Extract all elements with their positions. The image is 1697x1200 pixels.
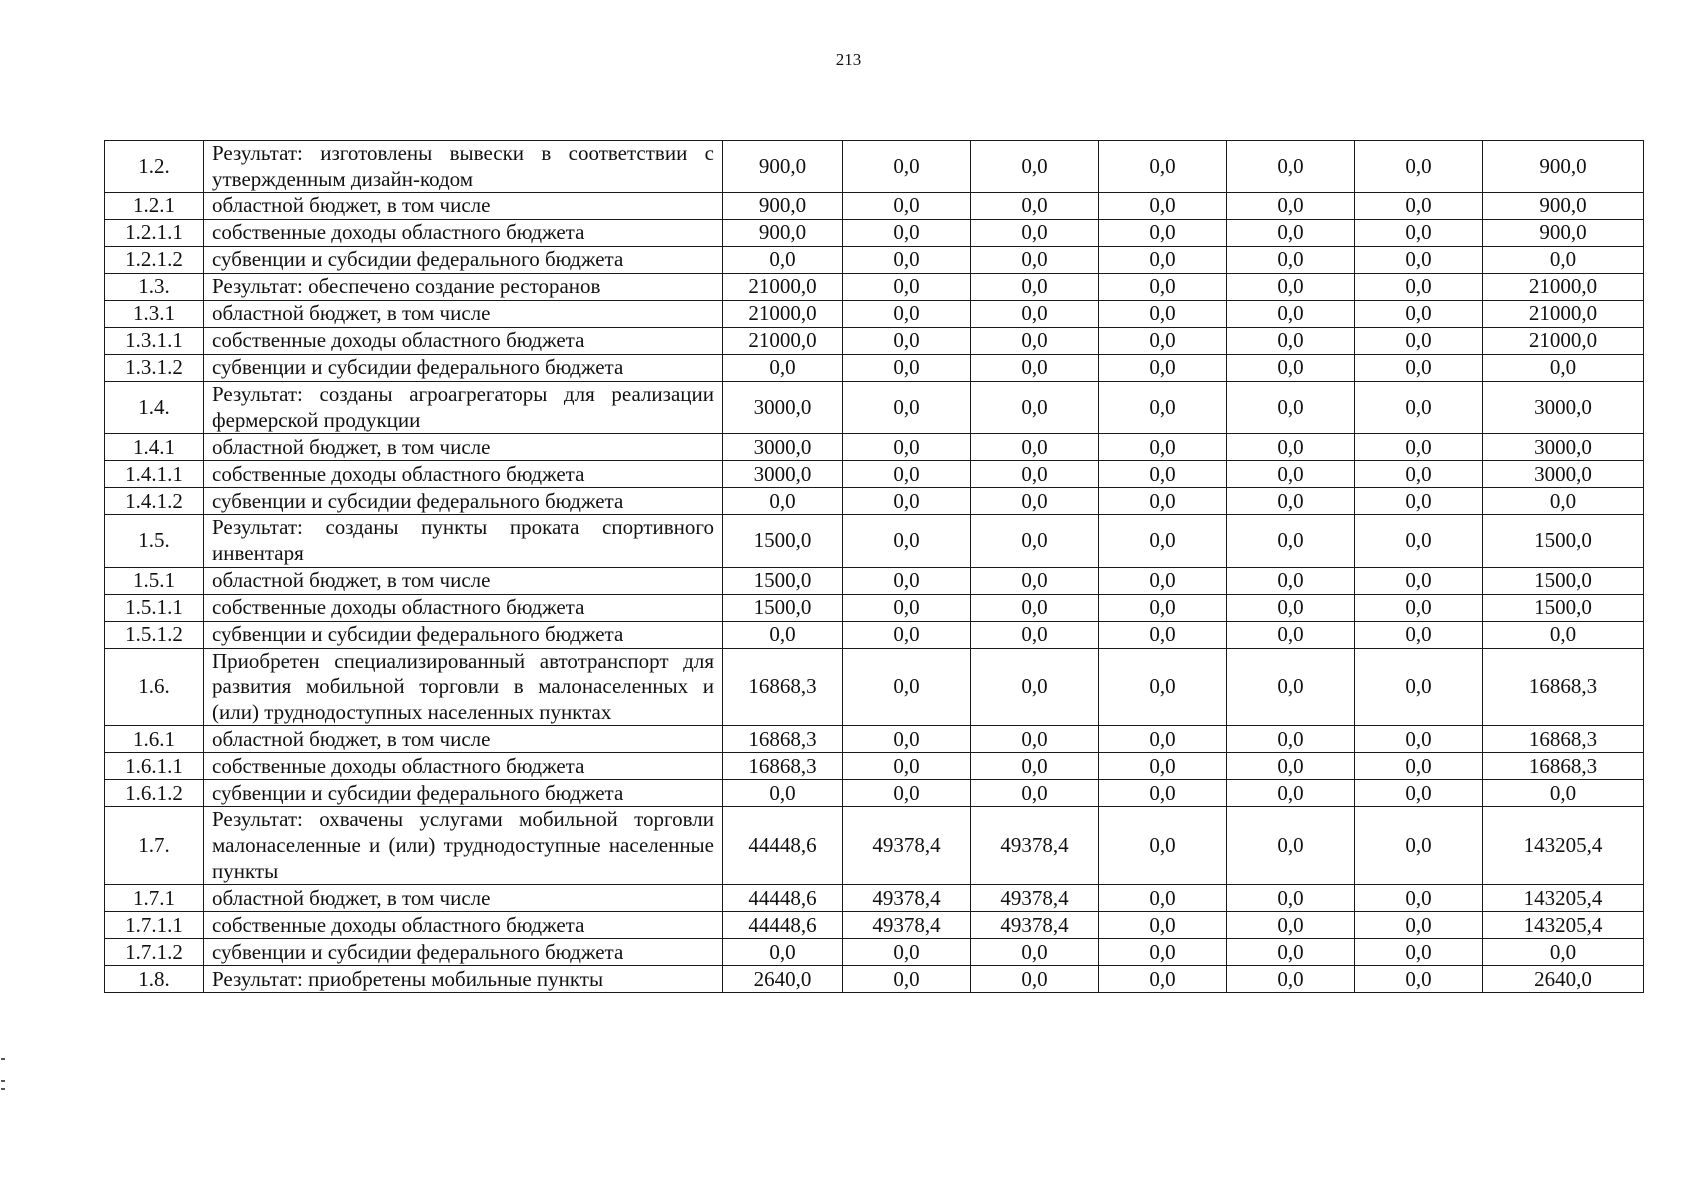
- table-row: [105, 434, 1644, 461]
- row-value: 0,0: [1099, 247, 1227, 274]
- row-code: 1.6.1.2: [105, 780, 204, 807]
- row-value: 0,0: [1227, 939, 1355, 966]
- row-code: 1.3.: [105, 274, 204, 301]
- row-value: 0,0: [1355, 780, 1483, 807]
- row-value: 21000,0: [723, 301, 843, 328]
- row-value: 16868,3: [723, 753, 843, 780]
- row-value: 0,0: [843, 753, 971, 780]
- row-value: 44448,6: [723, 807, 843, 885]
- row-description: субвенции и субсидии федерального бюджета: [204, 247, 723, 274]
- row-value: 0,0: [1099, 594, 1227, 621]
- row-value: 0,0: [971, 515, 1099, 567]
- row-value: 0,0: [971, 648, 1099, 726]
- row-value: 3000,0: [723, 382, 843, 434]
- row-value: 49378,4: [843, 912, 971, 939]
- row-value: 0,0: [1227, 780, 1355, 807]
- row-value: 0,0: [1099, 885, 1227, 912]
- row-value: 49378,4: [971, 885, 1099, 912]
- row-value: 1500,0: [723, 515, 843, 567]
- row-code: 1.2.1.1: [105, 220, 204, 247]
- row-value: 0,0: [1227, 274, 1355, 301]
- row-value: 0,0: [971, 247, 1099, 274]
- row-value: 0,0: [1227, 912, 1355, 939]
- row-value: 0,0: [1099, 753, 1227, 780]
- row-value: 44448,6: [723, 912, 843, 939]
- row-value: 0,0: [723, 355, 843, 382]
- row-value: 0,0: [1227, 966, 1355, 993]
- row-value: 0,0: [1227, 648, 1355, 726]
- row-total: 21000,0: [1483, 301, 1644, 328]
- table-row: [105, 912, 1644, 939]
- row-value: 0,0: [971, 434, 1099, 461]
- row-value: 0,0: [1099, 355, 1227, 382]
- row-description: собственные доходы областного бюджета: [204, 461, 723, 488]
- row-value: 0,0: [1099, 220, 1227, 247]
- row-value: 3000,0: [723, 461, 843, 488]
- row-code: 1.7.1.2: [105, 939, 204, 966]
- row-value: 0,0: [1099, 939, 1227, 966]
- row-total: 900,0: [1483, 193, 1644, 220]
- table-row: [105, 726, 1644, 753]
- row-value: 0,0: [971, 966, 1099, 993]
- table-row: [105, 594, 1644, 621]
- row-value: 0,0: [1227, 382, 1355, 434]
- table-row: [105, 885, 1644, 912]
- table-row: [105, 328, 1644, 355]
- table-row: [105, 515, 1644, 567]
- row-value: 0,0: [1099, 780, 1227, 807]
- row-value: 0,0: [1355, 753, 1483, 780]
- row-value: 0,0: [1227, 885, 1355, 912]
- table-row: [105, 220, 1644, 247]
- row-value: 0,0: [1355, 966, 1483, 993]
- row-total: 1500,0: [1483, 594, 1644, 621]
- row-value: 0,0: [843, 220, 971, 247]
- table-row: [105, 461, 1644, 488]
- table-row: [105, 807, 1644, 885]
- row-value: 0,0: [1355, 301, 1483, 328]
- row-value: 0,0: [1099, 274, 1227, 301]
- row-description: Результат: изготовлены вывески в соответствии с утвержденным дизайн-кодом: [204, 141, 723, 193]
- row-value: 0,0: [843, 621, 971, 648]
- row-value: 0,0: [1099, 621, 1227, 648]
- row-value: 0,0: [1099, 193, 1227, 220]
- row-value: 0,0: [971, 780, 1099, 807]
- row-value: 0,0: [1355, 220, 1483, 247]
- row-value: 0,0: [1355, 328, 1483, 355]
- row-value: 0,0: [843, 726, 971, 753]
- row-value: 16868,3: [723, 648, 843, 726]
- row-value: 900,0: [723, 193, 843, 220]
- row-value: 49378,4: [971, 807, 1099, 885]
- row-value: 0,0: [1227, 488, 1355, 515]
- row-value: 0,0: [1099, 301, 1227, 328]
- row-value: 0,0: [1355, 355, 1483, 382]
- row-code: 1.2.1.2: [105, 247, 204, 274]
- row-value: 0,0: [1099, 434, 1227, 461]
- row-total: 0,0: [1483, 488, 1644, 515]
- row-value: 0,0: [843, 382, 971, 434]
- row-value: 0,0: [1227, 193, 1355, 220]
- row-description: Результат: приобретены мобильные пункты: [204, 966, 723, 993]
- row-value: 1500,0: [723, 567, 843, 594]
- row-value: 0,0: [843, 301, 971, 328]
- row-total: 900,0: [1483, 220, 1644, 247]
- row-value: 0,0: [1099, 966, 1227, 993]
- row-total: 16868,3: [1483, 753, 1644, 780]
- row-value: 0,0: [1355, 247, 1483, 274]
- row-value: 0,0: [1227, 141, 1355, 193]
- row-value: 0,0: [1355, 141, 1483, 193]
- row-code: 1.7.1: [105, 885, 204, 912]
- scan-edge-mark: [1, 1058, 5, 1060]
- row-value: 16868,3: [723, 726, 843, 753]
- row-value: 0,0: [971, 753, 1099, 780]
- row-description: субвенции и субсидии федерального бюджета: [204, 621, 723, 648]
- row-description: собственные доходы областного бюджета: [204, 912, 723, 939]
- row-total: 0,0: [1483, 621, 1644, 648]
- row-description: областной бюджет, в том числе: [204, 193, 723, 220]
- budget-table: [104, 140, 1644, 993]
- row-value: 0,0: [971, 382, 1099, 434]
- row-value: 49378,4: [971, 912, 1099, 939]
- row-total: 0,0: [1483, 780, 1644, 807]
- row-code: 1.6.: [105, 648, 204, 726]
- row-total: 3000,0: [1483, 461, 1644, 488]
- row-description: Результат: созданы пункты проката спортивного инвентаря: [204, 515, 723, 567]
- row-total: 0,0: [1483, 247, 1644, 274]
- table-row: [105, 939, 1644, 966]
- row-value: 0,0: [843, 434, 971, 461]
- row-value: 0,0: [1099, 328, 1227, 355]
- row-value: 0,0: [1227, 220, 1355, 247]
- row-total: 1500,0: [1483, 567, 1644, 594]
- row-value: 0,0: [971, 141, 1099, 193]
- row-code: 1.5.1.1: [105, 594, 204, 621]
- table-row: [105, 382, 1644, 434]
- row-code: 1.7.: [105, 807, 204, 885]
- table-body: [105, 141, 1644, 993]
- row-code: 1.8.: [105, 966, 204, 993]
- row-total: 143205,4: [1483, 807, 1644, 885]
- row-code: 1.6.1.1: [105, 753, 204, 780]
- row-value: 1500,0: [723, 594, 843, 621]
- row-value: 0,0: [1227, 567, 1355, 594]
- row-description: областной бюджет, в том числе: [204, 885, 723, 912]
- row-value: 0,0: [971, 726, 1099, 753]
- table-row: [105, 355, 1644, 382]
- row-value: 0,0: [723, 247, 843, 274]
- row-value: 0,0: [1099, 488, 1227, 515]
- row-total: 2640,0: [1483, 966, 1644, 993]
- row-value: 0,0: [971, 193, 1099, 220]
- row-value: 0,0: [1355, 274, 1483, 301]
- row-code: 1.3.1.1: [105, 328, 204, 355]
- row-description: субвенции и субсидии федерального бюджета: [204, 488, 723, 515]
- table-row: [105, 780, 1644, 807]
- row-value: 0,0: [1355, 461, 1483, 488]
- row-value: 0,0: [1099, 461, 1227, 488]
- row-value: 3000,0: [723, 434, 843, 461]
- row-value: 0,0: [1099, 912, 1227, 939]
- row-value: 0,0: [1355, 807, 1483, 885]
- row-description: субвенции и субсидии федерального бюджета: [204, 780, 723, 807]
- row-value: 0,0: [971, 220, 1099, 247]
- row-code: 1.7.1.1: [105, 912, 204, 939]
- row-value: 0,0: [1227, 515, 1355, 567]
- row-description: областной бюджет, в том числе: [204, 726, 723, 753]
- row-value: 0,0: [971, 939, 1099, 966]
- row-value: 0,0: [971, 461, 1099, 488]
- row-description: собственные доходы областного бюджета: [204, 753, 723, 780]
- row-description: собственные доходы областного бюджета: [204, 328, 723, 355]
- row-value: 21000,0: [723, 274, 843, 301]
- row-value: 0,0: [971, 328, 1099, 355]
- row-total: 143205,4: [1483, 885, 1644, 912]
- row-code: 1.2.: [105, 141, 204, 193]
- row-description: субвенции и субсидии федерального бюджета: [204, 355, 723, 382]
- row-description: собственные доходы областного бюджета: [204, 594, 723, 621]
- row-value: 0,0: [1227, 355, 1355, 382]
- row-value: 0,0: [843, 247, 971, 274]
- row-value: 0,0: [1099, 382, 1227, 434]
- row-value: 0,0: [1355, 939, 1483, 966]
- table-row: [105, 621, 1644, 648]
- table-row: [105, 567, 1644, 594]
- row-description: областной бюджет, в том числе: [204, 434, 723, 461]
- row-value: 0,0: [1355, 621, 1483, 648]
- row-value: 0,0: [843, 594, 971, 621]
- row-value: 0,0: [971, 488, 1099, 515]
- row-value: 0,0: [1355, 594, 1483, 621]
- table-row: [105, 274, 1644, 301]
- row-total: 3000,0: [1483, 382, 1644, 434]
- row-value: 0,0: [1227, 807, 1355, 885]
- row-code: 1.5.1.2: [105, 621, 204, 648]
- row-value: 0,0: [1227, 594, 1355, 621]
- row-value: 0,0: [843, 966, 971, 993]
- row-total: 21000,0: [1483, 328, 1644, 355]
- row-value: 0,0: [1355, 648, 1483, 726]
- row-value: 0,0: [1355, 515, 1483, 567]
- table-row: [105, 488, 1644, 515]
- row-code: 1.4.1.2: [105, 488, 204, 515]
- row-value: 0,0: [1227, 621, 1355, 648]
- row-total: 16868,3: [1483, 648, 1644, 726]
- row-value: 0,0: [971, 621, 1099, 648]
- row-code: 1.2.1: [105, 193, 204, 220]
- row-total: 900,0: [1483, 141, 1644, 193]
- row-value: 0,0: [1227, 461, 1355, 488]
- row-value: 0,0: [843, 939, 971, 966]
- row-value: 0,0: [843, 274, 971, 301]
- row-value: 0,0: [1227, 434, 1355, 461]
- row-value: 0,0: [1099, 648, 1227, 726]
- row-value: 2640,0: [723, 966, 843, 993]
- row-description: субвенции и субсидии федерального бюджета: [204, 939, 723, 966]
- row-value: 0,0: [843, 141, 971, 193]
- row-value: 0,0: [843, 515, 971, 567]
- row-total: 21000,0: [1483, 274, 1644, 301]
- table-row: [105, 753, 1644, 780]
- table-row: [105, 966, 1644, 993]
- row-value: 900,0: [723, 220, 843, 247]
- table-row: [105, 141, 1644, 193]
- row-total: 3000,0: [1483, 434, 1644, 461]
- table-row: [105, 648, 1644, 726]
- row-description: собственные доходы областного бюджета: [204, 220, 723, 247]
- row-value: 900,0: [723, 141, 843, 193]
- row-code: 1.6.1: [105, 726, 204, 753]
- row-value: 0,0: [1099, 567, 1227, 594]
- row-value: 0,0: [843, 488, 971, 515]
- row-value: 0,0: [1227, 301, 1355, 328]
- row-value: 0,0: [723, 939, 843, 966]
- table-row: [105, 247, 1644, 274]
- row-value: 0,0: [843, 461, 971, 488]
- row-value: 0,0: [723, 780, 843, 807]
- row-total: 0,0: [1483, 355, 1644, 382]
- row-value: 0,0: [971, 567, 1099, 594]
- row-code: 1.5.1: [105, 567, 204, 594]
- row-value: 0,0: [843, 328, 971, 355]
- row-description: областной бюджет, в том числе: [204, 567, 723, 594]
- row-value: 0,0: [1355, 726, 1483, 753]
- row-value: 0,0: [971, 274, 1099, 301]
- row-value: 0,0: [1227, 753, 1355, 780]
- row-value: 49378,4: [843, 885, 971, 912]
- row-value: 0,0: [1099, 807, 1227, 885]
- row-value: 0,0: [1227, 328, 1355, 355]
- row-value: 0,0: [1099, 515, 1227, 567]
- row-value: 0,0: [1355, 885, 1483, 912]
- row-value: 0,0: [971, 594, 1099, 621]
- row-code: 1.4.1.1: [105, 461, 204, 488]
- row-total: 0,0: [1483, 939, 1644, 966]
- row-total: 1500,0: [1483, 515, 1644, 567]
- row-value: 0,0: [971, 355, 1099, 382]
- row-value: 0,0: [1355, 434, 1483, 461]
- row-value: 0,0: [1227, 726, 1355, 753]
- row-description: Результат: созданы агроагрегаторы для реализации фермерской продукции: [204, 382, 723, 434]
- row-value: 0,0: [843, 193, 971, 220]
- row-value: 0,0: [843, 355, 971, 382]
- row-value: 0,0: [1227, 247, 1355, 274]
- row-code: 1.5.: [105, 515, 204, 567]
- row-value: 0,0: [723, 621, 843, 648]
- row-value: 0,0: [1355, 912, 1483, 939]
- row-value: 0,0: [1099, 726, 1227, 753]
- row-value: 0,0: [971, 301, 1099, 328]
- row-description: Приобретен специализированный автотранспорт для развития мобильной торговли в малонаселенных и (или) труднодоступных населенных пунктах: [204, 648, 723, 726]
- row-value: 0,0: [1355, 382, 1483, 434]
- row-value: 0,0: [843, 780, 971, 807]
- scan-edge-mark: [1, 1088, 5, 1090]
- row-value: 0,0: [1355, 193, 1483, 220]
- row-value: 0,0: [843, 567, 971, 594]
- row-code: 1.4.: [105, 382, 204, 434]
- row-total: 143205,4: [1483, 912, 1644, 939]
- table-row: [105, 193, 1644, 220]
- row-value: 21000,0: [723, 328, 843, 355]
- row-value: 0,0: [1355, 488, 1483, 515]
- row-description: Результат: охвачены услугами мобильной торговли малонаселенные и (или) труднодоступные населенные пункты: [204, 807, 723, 885]
- row-description: областной бюджет, в том числе: [204, 301, 723, 328]
- row-total: 16868,3: [1483, 726, 1644, 753]
- scan-edge-mark: [1, 1080, 5, 1082]
- row-value: 0,0: [843, 648, 971, 726]
- page-number: 213: [835, 50, 862, 69]
- row-code: 1.3.1: [105, 301, 204, 328]
- row-value: 49378,4: [843, 807, 971, 885]
- row-code: 1.4.1: [105, 434, 204, 461]
- row-value: 0,0: [1099, 141, 1227, 193]
- row-description: Результат: обеспечено создание ресторанов: [204, 274, 723, 301]
- table-row: [105, 301, 1644, 328]
- row-value: 0,0: [723, 488, 843, 515]
- row-value: 0,0: [1355, 567, 1483, 594]
- row-value: 44448,6: [723, 885, 843, 912]
- row-code: 1.3.1.2: [105, 355, 204, 382]
